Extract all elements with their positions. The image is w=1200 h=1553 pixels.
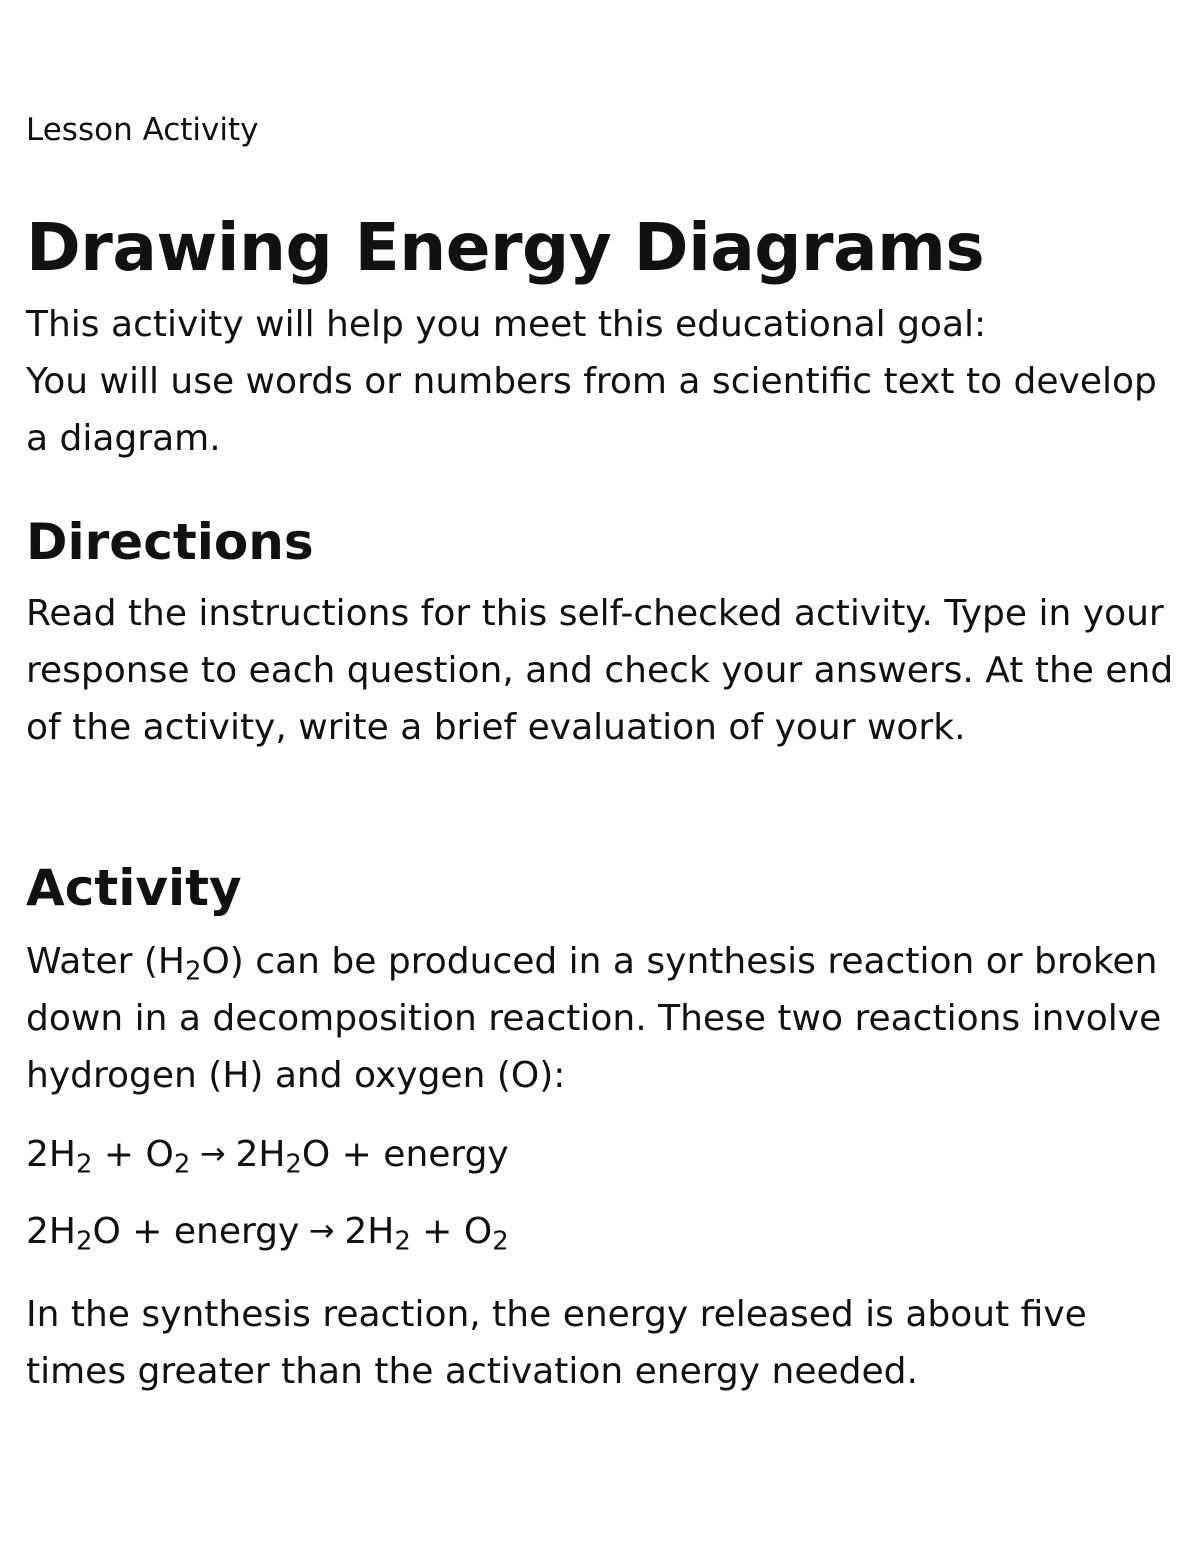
activity-heading: Activity bbox=[26, 859, 242, 917]
eq2-term-a: 2H bbox=[26, 1211, 76, 1252]
directions-text: Read the instructions for this self-checked activity. Type in your response to each question, and check your answers. At the end of the activity, write a brief evaluation of your work. bbox=[26, 593, 1174, 748]
eq2-sub-d: 2 bbox=[492, 1226, 509, 1257]
eq2-term-c: 2H bbox=[344, 1211, 395, 1252]
eq1-term-a: 2H bbox=[26, 1134, 76, 1175]
closing-section bbox=[26, 1286, 1186, 1400]
intro-subscript: 2 bbox=[184, 956, 202, 987]
eq1-term-c: 2H bbox=[235, 1134, 286, 1175]
closing-text: In the synthesis reaction, the energy released is about five times greater than the activation energy needed. bbox=[26, 1294, 1087, 1392]
intro-text-part2: O) can be produced in a synthesis reaction or broken down in a decomposition reaction. These two reactions involve hydrogen (H) and oxygen (O): bbox=[26, 941, 1162, 1096]
goal-intro: This activity will help you meet this educational goal: bbox=[26, 304, 987, 345]
eq1-term-d: O + energy bbox=[301, 1134, 509, 1175]
directions-heading: Directions bbox=[26, 513, 314, 571]
activity-intro-paragraph bbox=[26, 933, 1186, 1104]
eq1-arrow: → bbox=[190, 1137, 236, 1172]
goal-text: You will use words or numbers from a scientific text to develop a diagram. bbox=[26, 361, 1157, 459]
eq1-sub-c: 2 bbox=[285, 1149, 302, 1180]
eq2-arrow: → bbox=[299, 1214, 345, 1249]
eq2-sub-a: 2 bbox=[75, 1226, 93, 1257]
eq2-term-d: + O bbox=[410, 1211, 493, 1252]
eq1-term-b: + O bbox=[92, 1134, 174, 1175]
eq2-term-b: O + energy bbox=[92, 1211, 300, 1252]
activity-intro bbox=[26, 933, 1186, 1104]
intro-text-part1: Water (H bbox=[26, 941, 185, 982]
eq2-sub-c: 2 bbox=[394, 1226, 411, 1257]
lesson-label: Lesson Activity bbox=[26, 112, 259, 148]
decomposition-equation bbox=[26, 1207, 509, 1259]
directions-section bbox=[26, 585, 1186, 756]
goal-section bbox=[26, 296, 1186, 467]
eq1-sub-a: 2 bbox=[75, 1149, 93, 1180]
page-title: Drawing Energy Diagrams bbox=[26, 209, 985, 286]
synthesis-equation bbox=[26, 1130, 509, 1182]
eq1-sub-b: 2 bbox=[173, 1149, 191, 1180]
